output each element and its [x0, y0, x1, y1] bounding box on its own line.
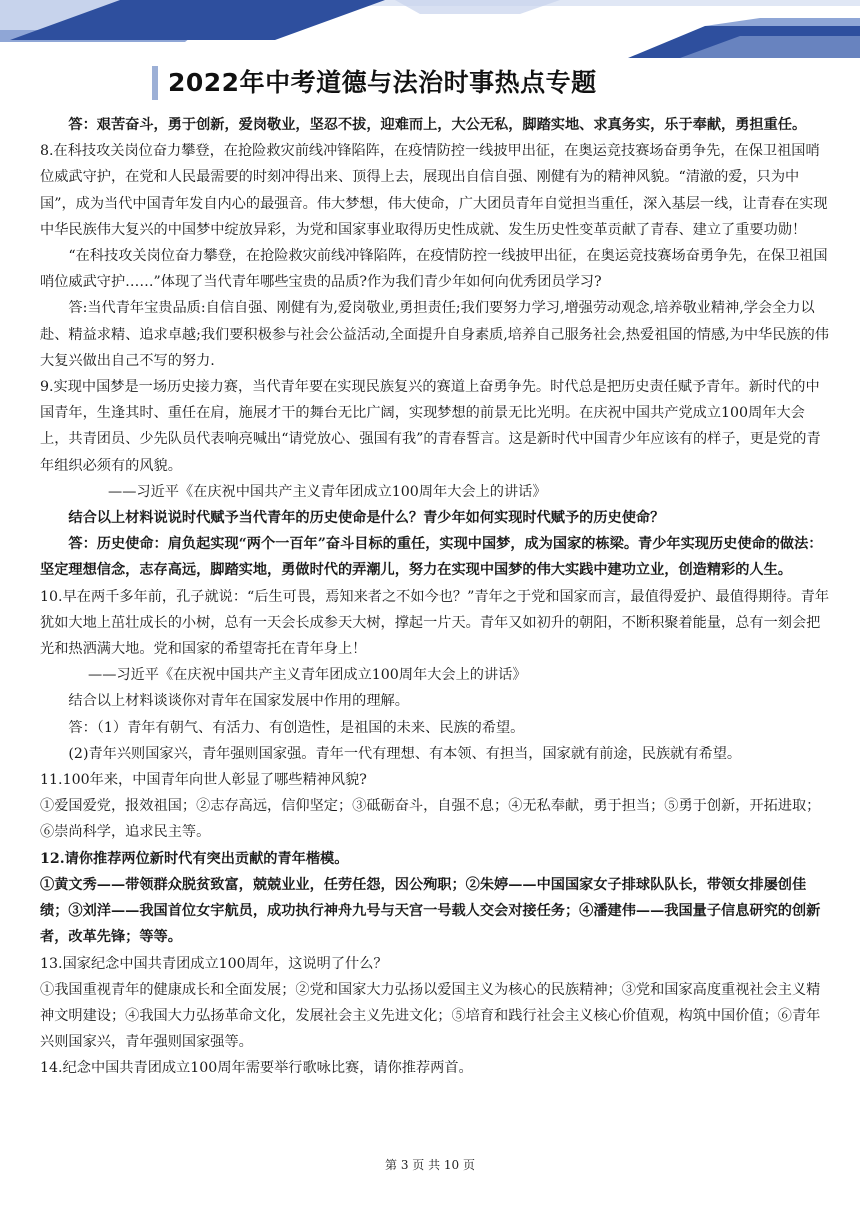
answer-7-text: 答：艰苦奋斗，勇于创新，爱岗敬业，坚忍不拔，迎难而上，大公无私，脚踏实地、求真务实，乐于奉献，勇担重任。	[68, 117, 807, 133]
document-body	[40, 112, 830, 1082]
q10-answer-2: (2)青年兴则国家兴，青年强则国家强。青年一代有理想、有本领、有担当，国家就有前途，民族就有希望。	[68, 745, 742, 762]
q9-source: ——习近平《在庆祝中国共产主义青年团成立100周年大会上的讲话》	[108, 483, 547, 500]
q13-question: 13.国家纪念中国共青团成立100周年，这说明了什么？	[40, 955, 388, 972]
q8-material: 8.在科技攻关岗位奋力攀登，在抢险救灾前线冲锋陷阵，在疫情防控一线披甲出征，在奥运竞技赛场奋勇争先，在保卫祖国哨位威武守护，在党和人民最需要的时刻冲得出来、顶得上去，展现出自信自强、刚健有为的精神风貌。“清澈的爱，只为中国”，成为当代中国青年发自内心的最强音。伟大梦想，伟大使命，广大团员青年自觉担当重任，深入基层一线，让青春在实现中华民族伟大复兴的中国梦中绽放异彩，为党和国家事业取得历史性成就、发生历史性变革贡献了青春、建立了重要功勋！	[40, 143, 828, 238]
q8-answer: 答:当代青年宝贵品质:自信自强、刚健有为,爱岗敬业,勇担责任;我们要努力学习,增强劳动观念,培养敬业精神,学会全力以赴、精益求精、追求卓越;我们要积极参与社会公益活动,全面提升自身素质,培养自己服务社会,热爱祖国的情感,为中华民族的伟大复兴做出自己不写的努力.	[40, 300, 829, 369]
q10-material: 10.早在两千多年前，孔子就说：“后生可畏，焉知来者之不如今也？”青年之于党和国家而言，最值得爱护、最值得期待。青年犹如大地上茁壮成长的小树，总有一天会长成参天大树，撑起一片天。青年又如初升的朝阳，不断积聚着能量，总有一刻会把光和热洒满大地。党和国家的希望寄托在青年身上！	[40, 588, 830, 658]
page-number: 第 3 页 共 10 页	[385, 1158, 475, 1172]
header-banner	[0, 0, 860, 62]
q14-question: 14.纪念中国共青团成立100周年需要举行歌咏比赛，请你推荐两首。	[40, 1060, 473, 1077]
q10-source: ——习近平《在庆祝中国共产主义青年团成立100周年大会上的讲话》	[88, 667, 527, 684]
page-title: 2022年中考道德与法治时事热点专题	[168, 68, 597, 97]
q10-question: 结合以上材料谈谈你对青年在国家发展中作用的理解。	[68, 693, 409, 710]
q9-material: 9.实现中国梦是一场历史接力赛，当代青年要在实现民族复兴的赛道上奋勇争先。时代总是把历史责任赋予青年。新时代的中国青年，生逢其时、重任在肩，施展才干的舞台无比广阔，实现梦想的前景无比光明。在庆祝中国共产党成立100周年大会上，共青团员、少先队员代表响亮喊出“请党放心、强国有我”的青春誓言。这是新时代中国青少年应该有的样子，更是党的青年组织必须有的风貌。	[40, 379, 821, 474]
q10-answer-1: 答：（1）青年有朝气、有活力、有创造性，是祖国的未来、民族的希望。	[68, 719, 525, 736]
q12-answer: ①黄文秀——带领群众脱贫致富，兢兢业业，任劳任怨，因公殉职；②朱婷——中国国家女子排球队队长，带领女排屡创佳绩；③刘洋——我国首位女宇航员，成功执行神舟九号与天宫一号载人交会对接任务；④潘建伟——我国量子信息研究的创新者，改革先锋；等等。	[40, 876, 821, 946]
q8-question: “在科技攻关岗位奋力攀登，在抢险救灾前线冲锋陷阵，在疫情防控一线披甲出征，在奥运竞技赛场奋勇争先，在保卫祖国哨位威武守护……”体现了当代青年哪些宝贵的品质?作为我们青少年如何向优秀团员学习?	[40, 248, 828, 291]
q12-question: 12.请你推荐两位新时代有突出贡献的青年楷模。	[40, 850, 349, 867]
q11-answer: ①爱国爱党，报效祖国；②志存高远，信仰坚定；③砥砺奋斗，自强不息；④无私奉献，勇于担当；⑤勇于创新，开拓进取；⑥崇尚科学，追求民主等。	[40, 798, 821, 841]
title-bar	[152, 66, 597, 100]
q9-answer: 答：历史使命：肩负起实现“两个一百年”奋斗目标的重任，实现中国梦，成为国家的栋梁。青少年实现历史使命的做法：坚定理想信念，志存高远，脚踏实地，勇做时代的弄潮儿，努力在实现中国梦的伟大实践中建功立业，创造精彩的人生。	[40, 536, 823, 579]
q13-answer: ①我国重视青年的健康成长和全面发展；②党和国家大力弘扬以爱国主义为核心的民族精神；③党和国家高度重视社会主义精神文明建设；④我国大力弘扬革命文化，发展社会主义先进文化；⑤培育和践行社会主义核心价值观，构筑中国价值；⑥青年兴则国家兴，青年强则国家强等。	[40, 981, 821, 1051]
q9-question: 结合以上材料说说时代赋予当代青年的历史使命是什么？青少年如何实现时代赋予的历史使命？	[68, 510, 665, 527]
q11-question: 11.100年来，中国青年向世人彰显了哪些精神风貌?	[40, 772, 367, 789]
